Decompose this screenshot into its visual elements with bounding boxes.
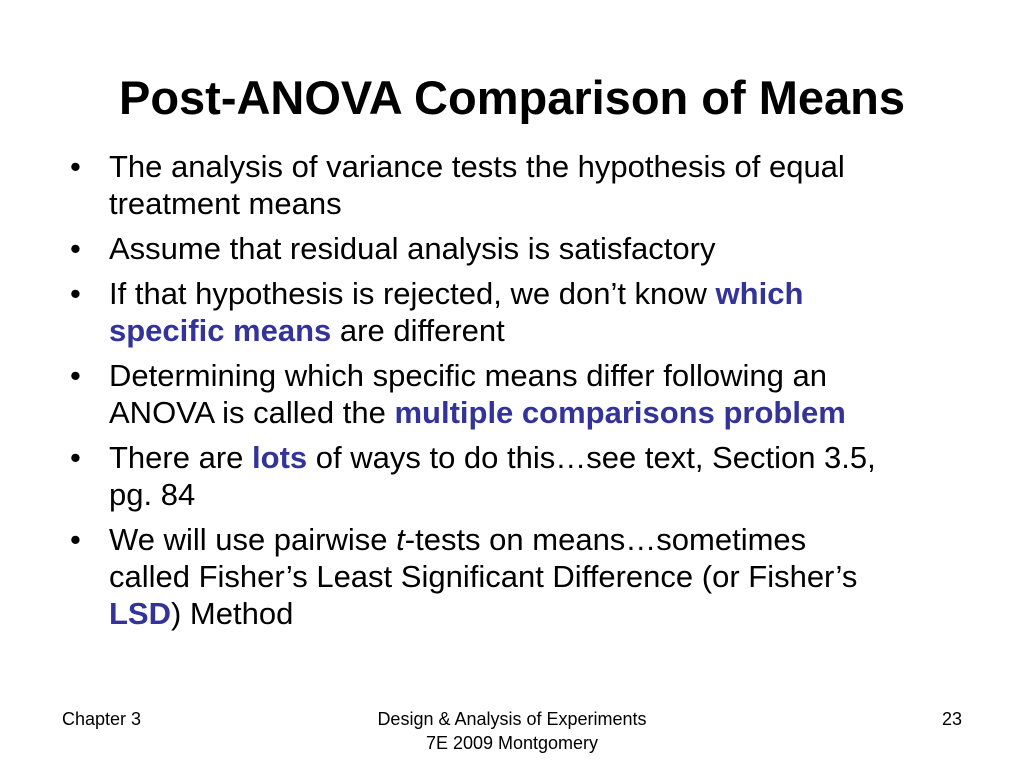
bullet-icon: • [70, 358, 81, 393]
bullet-text: -tests on means…sometimes [404, 522, 807, 557]
bullet-item [70, 521, 970, 632]
bullet-item [70, 148, 970, 222]
bullet-text: t [396, 522, 405, 557]
footer-edition: 7E 2009 Montgomery [425, 733, 599, 753]
highlighted-text: which [715, 276, 804, 311]
bullet-icon: • [70, 149, 81, 184]
bullet-line [109, 185, 970, 222]
bullet-list [70, 148, 970, 640]
footer-course [312, 707, 712, 755]
bullet-item [70, 439, 970, 513]
bullet-item [70, 357, 970, 431]
bullet-icon: • [70, 440, 81, 475]
bullet-item [70, 275, 970, 349]
highlighted-text: LSD [109, 596, 171, 631]
bullet-text: called Fisher’s Least Significant Difference (or Fisher’s [109, 559, 858, 594]
bullet-icon: • [70, 231, 81, 266]
bullet-text: We will use pairwise [109, 522, 397, 557]
bullet-item [70, 230, 970, 267]
bullet-line [109, 312, 970, 349]
highlighted-text: multiple comparisons problem [394, 395, 846, 430]
bullet-text: If that hypothesis is rejected, we don’t know [109, 276, 716, 311]
page-number: 23 [941, 709, 962, 729]
bullet-text: There are [109, 440, 253, 475]
bullet-text: Determining which specific means differ following an [109, 358, 827, 393]
bullet-line [109, 148, 970, 185]
highlighted-text: specific means [109, 313, 332, 348]
bullet-text: of ways to do this…see text, Section 3.5, [307, 440, 876, 475]
bullet-text: Assume that residual analysis is satisfactory [109, 231, 716, 266]
bullet-line [109, 521, 970, 558]
bullet-text: The analysis of variance tests the hypothesis of equal [109, 149, 845, 184]
slide-title: Post-ANOVA Comparison of Means [118, 71, 905, 124]
bullet-line [109, 230, 970, 267]
bullet-line [109, 595, 970, 632]
bullet-text: ANOVA is called the [109, 395, 395, 430]
bullet-line [109, 476, 970, 513]
bullet-text: are different [331, 313, 505, 348]
bullet-text: treatment means [109, 186, 342, 221]
bullet-line [109, 275, 970, 312]
highlighted-text: lots [252, 440, 308, 475]
bullet-line [109, 558, 970, 595]
bullet-icon: • [70, 522, 81, 557]
bullet-line [109, 357, 970, 394]
bullet-text: pg. 84 [109, 477, 196, 512]
bullet-line [109, 394, 970, 431]
footer-chapter: Chapter 3 [62, 709, 142, 729]
bullet-text: ) Method [171, 596, 294, 631]
bullet-icon: • [70, 276, 81, 311]
bullet-line [109, 439, 970, 476]
footer-course-title: Design & Analysis of Experiments [377, 709, 647, 729]
